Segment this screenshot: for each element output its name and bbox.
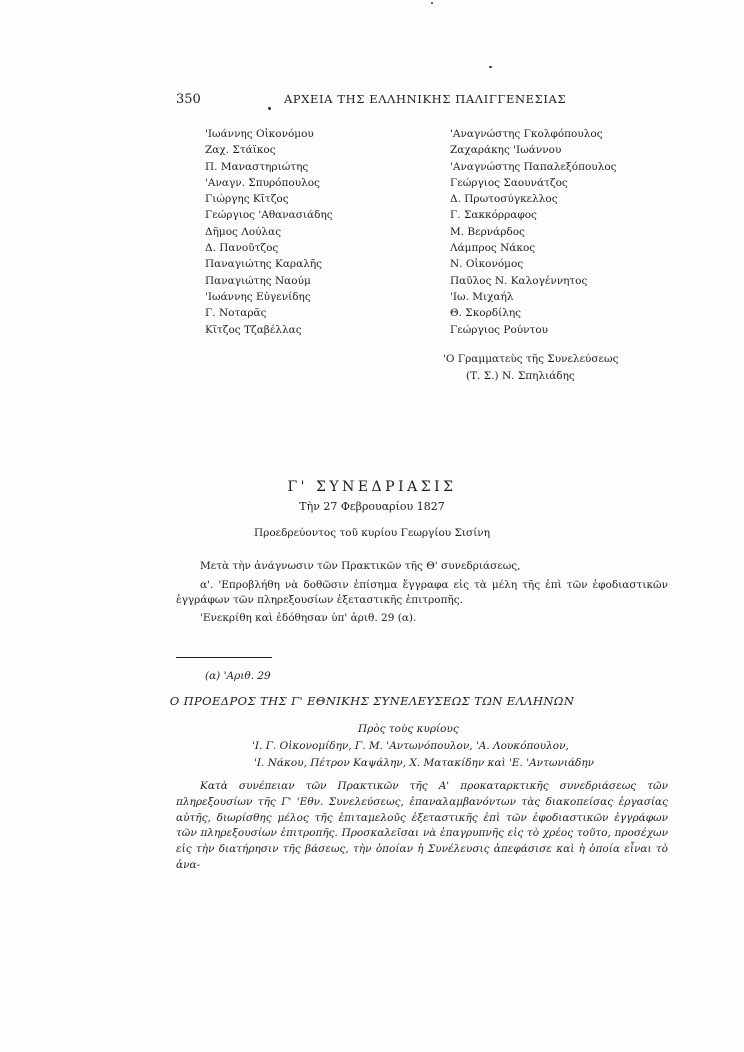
paragraph-proposal: α'. 'Επροβλήθη νὰ δοθῶσιν ἐπίσημα ἔγγραφα εἰς τὰ μέλη τῆς ἐπὶ τῶν ἐφοδιαστικῶν ἐγγράφων τῶν πληρεξουσίων ἐξεταστικῆς ἐπιτροπῆς.	[176, 579, 668, 606]
signatory-name: Γ. Νοταρᾶς	[205, 307, 267, 320]
signatories-right-column	[450, 126, 617, 338]
signatory-name: Ζαχ. Στάϊκος	[205, 144, 276, 157]
scan-speck	[431, 2, 433, 4]
secretary-signature: (Τ. Σ.) Ν. Σπηλιάδης	[466, 370, 575, 382]
signatory-name: Γ. Σακκόρραφος	[450, 209, 537, 222]
session-date: Τὴν 27 Φεβρουαρίου 1827	[299, 500, 445, 513]
page-number: 350	[176, 92, 201, 107]
footnote-body: Κατὰ συνέπειαν τῶν Πρακτικῶν τῆς Α' προκαταρκτικῆς συνεδριάσεως τῶν πληρεξουσίων τῆς Γ' 'Εθν. Συνελεύσεως, ἐπαναλαμβανόντων τὰς διακοπείσας ἐργασίας αὐτῆς, διωρίσθης μέλος τῆς ἐπιταμελοῦς ἐξεταστικῆς ἐπὶ τῶν ἐφοδιαστικῶν ἐγγράφων τῶν πληρεξουσίων ἐπιτροπῆς. Προσκαλεῖσαι νὰ ἐπαγρυπνῆς εἰς τὸ χρέος τοῦτο, προσέχων εἰς τὴν διατήρησιν τῆς βάσεως, τὴν ὁποίαν ἡ Συνέλευσις ἀπεφάσισε καὶ ἡ ὁποία εἶναι τὸ ἀνα-	[176, 780, 668, 871]
footnote-addressees-line1: 'Ι. Γ. Οἰκονομίδην, Γ. Μ. 'Αντωνόπουλον, 'Α. Λουκόπουλον,	[252, 740, 569, 752]
signatory-name: Παῦλος Ν. Καλογέννητος	[450, 274, 588, 287]
signatory-name: 'Αναγνώστης Παπαλεξόπουλος	[450, 160, 617, 173]
signatory-name: 'Ιω. Μιχαήλ	[450, 290, 514, 303]
signatory-name: Γεώργιος Ρούντου	[450, 323, 549, 336]
scan-speck	[489, 66, 492, 68]
signatory-name: Ν. Οἰκονόμος	[450, 258, 524, 271]
session-title: Γ' ΣΥΝΕΔΡΙΑΣΙΣ	[287, 479, 457, 495]
signatory-name: Κῖτζος Τζαβέλλας	[205, 323, 302, 336]
secretary-title: 'Ο Γραμματεὺς τῆς Συνελεύσεως	[443, 353, 619, 365]
signatory-name: Δ. Πρωτοσύγκελλος	[450, 193, 558, 206]
footnote-mark: (α) 'Αριθ. 29	[205, 670, 271, 682]
signatory-name: Γεώργιος Σαουνάτζος	[450, 176, 568, 189]
signatory-name: Δ. Πανοῦτζος	[205, 242, 279, 255]
signatory-name: Θ. Σκορδίλης	[450, 307, 522, 320]
paragraph-approval: 'Ενεκρίθη καὶ ἐδόθησαν ὑπ' ἀριθ. 29 (α).	[200, 612, 417, 624]
footnote-divider	[176, 657, 272, 658]
signatory-name: 'Αναγν. Σπυρόπουλος	[205, 176, 320, 189]
running-title: ΑΡΧΕΙΑ ΤΗΣ ΕΛΛΗΝΙΚΗΣ ΠΑΛΙΓΓΕΝΕΣΙΑΣ	[284, 92, 567, 106]
footnote-heading: Ο ΠΡΟΕΔΡΟΣ ΤΗΣ Γ' ΕΘΝΙΚΗΣ ΣΥΝΕΛΕΥΣΕΩΣ ΤΩΝ ΕΛΛΗΝΩΝ	[169, 694, 575, 708]
signatories-left-column	[205, 126, 333, 338]
signatory-name: 'Αναγνώστης Γκολφόπουλος	[450, 128, 603, 140]
signatory-name: 'Ιωάννης Εὐγενίδης	[205, 290, 311, 303]
signatory-name: Μ. Βερνάρδος	[450, 225, 525, 238]
signatory-name: Παναγιώτης Ναούμ	[205, 274, 311, 287]
scan-speck	[268, 107, 271, 110]
paragraph-minutes-reading: Μετὰ τὴν ἀνάγνωσιν τῶν Πρακτικῶν τῆς Θ' συνεδριάσεως,	[200, 560, 521, 572]
footnote-salutation: Πρὸς τοὺς κυρίους	[358, 723, 459, 735]
footnote-addressees-line2: 'Ι. Νάκου, Πέτρον Καψάλην, Χ. Ματακίδην καὶ 'Ε. 'Αντωνιάδην	[254, 757, 595, 769]
signatory-name: Π. Μαναστηριώτης	[205, 160, 309, 173]
signatory-name: Παναγιώτης Καραλῆς	[205, 258, 323, 271]
signatory-name: 'Ιωάννης Οἰκονόμου	[205, 128, 314, 140]
signatory-name: Δῆμος Λούλας	[205, 225, 282, 238]
session-presidency: Προεδρεύοντος τοῦ κυρίου Γεωργίου Σισίνη	[254, 527, 490, 539]
signatory-name: Γεώργιος 'Αθανασιάδης	[205, 209, 333, 222]
signatory-name: Λάμπρος Νάκος	[450, 242, 536, 255]
signatory-name: Ζαχαράκης 'Ιωάννου	[450, 144, 562, 157]
signatory-name: Γιώργης Κῖτζος	[205, 193, 289, 206]
